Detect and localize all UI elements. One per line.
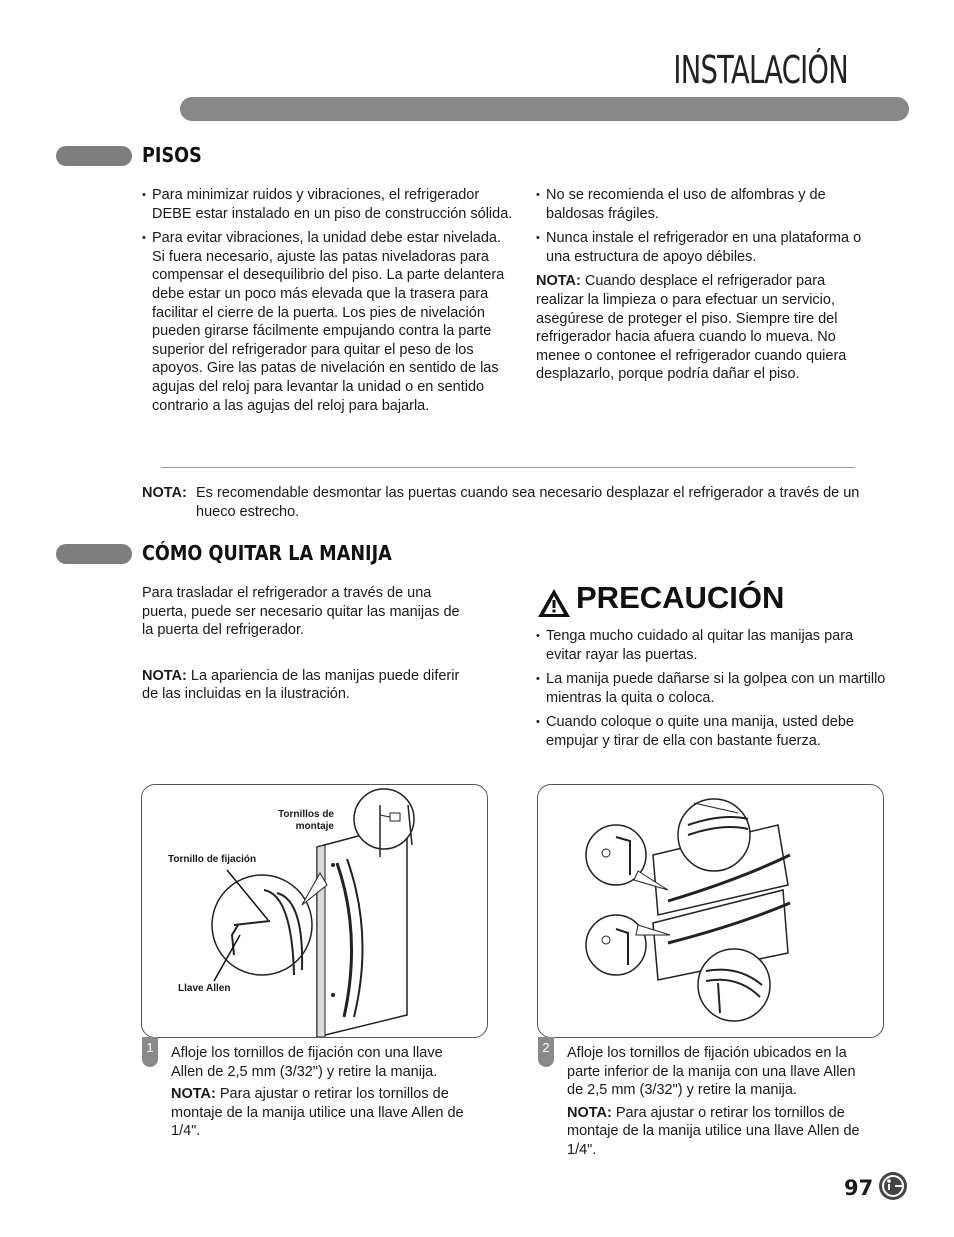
section-marker <box>56 544 132 564</box>
warning-icon <box>536 587 572 619</box>
intro-text: Para trasladar el refrigerador a través de una puerta, puede ser necesario quitar las manijas de la puerta del refrigerador. <box>142 585 460 639</box>
note-text: Para ajustar o retirar los tornillos de montaje de la manija utilice una llave Allen de 1/4". <box>171 1086 464 1140</box>
step-text: Afloje los tornillos de fijación ubicados en la parte inferior de la manija con una llave Allen de 2,5 mm (3/32") y retire la manija. <box>567 1045 856 1099</box>
bullet-item: • Cuando coloque o quite una manija, usted debe empujar y tirar de ella con bastante fuerza. <box>536 713 886 750</box>
divider <box>161 467 855 468</box>
page-title: INSTALACIÓN <box>673 48 848 92</box>
step-number-badge: 2 <box>538 1037 554 1067</box>
bullet-item: • No se recomienda el uso de alfombras y de baldosas frágiles. <box>536 186 876 223</box>
lg-logo <box>878 1171 908 1201</box>
note-text: Es recomendable desmontar las puertas cuando sea necesario desplazar el refrigerador a través de un hueco estrecho. <box>196 485 860 520</box>
note-label: NOTA: <box>171 1086 216 1103</box>
note-label: NOTA: <box>567 1104 612 1121</box>
step-note <box>567 1104 872 1160</box>
section-heading-manija: CÓMO QUITAR LA MANIJA <box>142 541 392 565</box>
lg-logo-icon <box>878 1171 908 1201</box>
step-note <box>171 1085 471 1141</box>
header-bar <box>180 97 909 121</box>
manija-intro <box>142 584 472 704</box>
figure-handle-removal-2 <box>537 784 884 1038</box>
note-label: NOTA: <box>142 667 187 684</box>
handle-illustration-2 <box>538 785 883 1037</box>
figure-handle-removal-1 <box>141 784 488 1038</box>
note-text: Para ajustar o retirar los tornillos de montaje de la manija utilice una llave Allen de 1/4". <box>567 1104 860 1158</box>
step-number-badge: 1 <box>142 1037 158 1067</box>
bullet-item: • La manija puede dañarse si la golpea con un martillo mientras la quita o coloca. <box>536 670 886 707</box>
step-text: Afloje los tornillos de fijación con una llave Allen de 2,5 mm (3/32") y retire la manija. <box>171 1045 443 1080</box>
note-text: Cuando desplace el refrigerador para realizar la limpieza o para efectuar un servicio, asegúrese de proteger el piso. Siempre tire del refrigerador hacia afuera cuando lo mueva. No menee o contonee el refrigerador cuando quiera desplazarlo, porque podría dañar el piso. <box>536 273 847 383</box>
bullet-item: • Para minimizar ruidos y vibraciones, el refrigerador DEBE estar instalado en un piso de construcción sólida. <box>142 186 514 223</box>
note-text: La apariencia de las manijas puede diferir de las incluidas en la ilustración. <box>142 667 460 703</box>
bullet-item: • Nunca instale el refrigerador en una plataforma o una estructura de apoyo débiles. <box>536 229 876 266</box>
caution-title: PRECAUCIÓN <box>576 580 785 615</box>
caution-list <box>536 627 886 757</box>
pisos-left-column <box>142 186 514 421</box>
manija-note <box>142 667 472 704</box>
step-2 <box>567 1044 872 1160</box>
general-note <box>142 484 892 521</box>
section-marker <box>56 146 132 166</box>
label-set-screw: Tornillo de fijación <box>168 854 257 865</box>
step-1 <box>171 1044 471 1141</box>
bullet-item: • Tenga mucho cuidado al quitar las manijas para evitar rayar las puertas. <box>536 627 886 664</box>
note-label: NOTA: <box>536 273 581 290</box>
label-mounting-screws: Tornillos de montaje <box>278 809 334 832</box>
page-number: 97 <box>844 1176 874 1200</box>
label-allen-key: Llave Allen <box>178 983 231 994</box>
bullet-item: • Para evitar vibraciones, la unidad debe estar nivelada. Si fuera necesario, ajuste las patas niveladoras para compensar el desequilibrio del piso. La parte delantera debe estar un poco más elevada que la trasera para facilitar el cierre de la puerta. Los pies de nivelación pueden girarse fácilmente empujando contra la parte superior del refrigerador para quitar el peso de los apoyos. Gire las patas de nivelación en sentido de las agujas del reloj para levantar la unidad o en sentido contrario a las agujas del reloj para bajarla. <box>142 229 514 415</box>
pisos-note <box>536 272 876 384</box>
note-label: NOTA: <box>142 485 187 501</box>
section-heading-pisos: PISOS <box>142 143 202 167</box>
pisos-right-column <box>536 186 876 384</box>
